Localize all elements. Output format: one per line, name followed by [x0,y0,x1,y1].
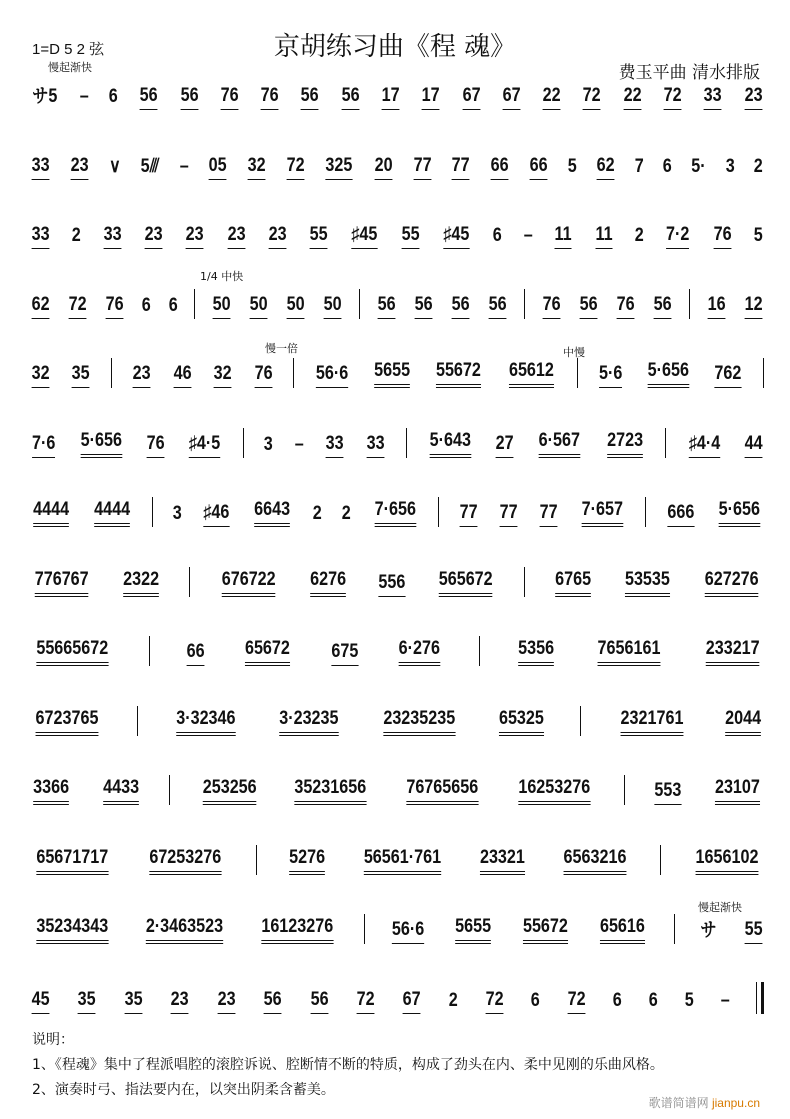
note-group: 5 [684,989,694,1011]
barline [674,914,675,944]
note-group: 23 [268,224,286,249]
note-group: 53535 [625,569,670,597]
note-group: 6765 [555,569,591,597]
note-group: 56 [301,85,319,110]
note-group: 4444 [33,499,69,527]
note-group: 3·32346 [176,708,235,736]
note-group: 7·656 [374,499,415,527]
barline [364,914,365,944]
note-group: 3366 [33,777,69,805]
barline [189,567,190,597]
note-group: 55665672 [36,638,108,666]
note-group: 35234343 [36,916,108,944]
notes-line: 2、演奏时弓、指法要内在，以突出阴柔含蓄美。 [32,1082,335,1098]
barline [665,428,666,458]
note-group: 33 [32,155,50,180]
note-group: 65325 [498,708,543,736]
score-line [30,219,764,249]
note-group: – [179,155,189,177]
note-group: 5 [753,225,763,246]
note-group: 6 [649,989,659,1011]
note-group: 6643 [254,499,290,527]
note-group: 72 [583,85,601,110]
note-group: 35 [124,989,142,1014]
barline [111,358,112,388]
composer-credit: 费玉平曲 清水排版 [618,63,760,83]
note-group: 23 [744,85,762,110]
note-group: 77 [539,502,557,527]
note-group: 627276 [705,569,759,597]
note-group: 76 [147,433,165,458]
note-group: 2 [448,989,458,1011]
note-group: 2 [634,225,644,246]
note-group: 55672 [523,916,568,944]
watermark-domain: jianpu.cn [711,1096,760,1110]
note-group: ♯46 [204,502,230,527]
barline [243,428,244,458]
note-group: 56 [341,85,359,110]
score-line [30,428,764,458]
note-group: 50 [323,294,341,319]
note-group: 05 [209,155,227,180]
note-group: 76 [616,294,634,319]
note-group: 56 [451,294,469,319]
note-group: 11 [595,224,612,249]
tempo-annotation: 慢起渐快 [48,61,92,74]
note-group: 7656161 [597,638,660,666]
note-group: 72 [485,989,503,1014]
note-group: 2 [312,503,322,524]
note-group: 65671717 [36,847,108,875]
score-line [30,567,764,597]
note-group: 66 [187,641,205,666]
score-line [30,358,764,388]
note-group: 5·656 [648,360,689,388]
note-group: 56·6 [392,919,424,944]
note-group: 50 [286,294,304,319]
note-group: 16123276 [261,916,333,944]
barline [580,706,581,736]
note-group: 76765656 [406,777,478,805]
tempo-annotation: 中慢 [563,346,585,359]
note-group: 5655 [455,916,491,944]
note-group: 2 [754,155,764,177]
note-group: 72 [286,155,304,180]
note-group: 35 [72,363,90,388]
note-group: 50 [212,294,230,319]
barline [256,845,257,875]
note-group: 67 [502,85,520,110]
note-group: 35231656 [295,777,367,805]
note-group: 4444 [94,499,130,527]
score-line [30,775,764,805]
score-line [30,636,764,666]
note-group: – [79,86,89,107]
key-signature: 1=D 5 2 弦 [32,41,105,58]
note-group: 6563216 [563,847,626,875]
score-line [30,706,764,736]
note-group: 33 [103,224,121,249]
note-group: 56·6 [316,363,348,388]
note-group: 76 [542,294,560,319]
note-group: 56 [180,85,198,110]
note-group: 2044 [725,708,761,736]
notes-heading: 说明： [32,1032,74,1048]
barline [577,358,578,388]
tempo-annotation: 1/4 中快 [200,270,244,283]
note-group: 56 [140,85,158,110]
note-group: 32 [214,363,232,388]
note-group: 72 [69,294,87,319]
note-group: 556 [378,572,405,597]
note-group: 5·6 [599,363,622,388]
note-group: 3 [172,503,182,524]
note-group: 6 [663,155,673,177]
note-group: 23 [186,224,204,249]
page-title: 京胡练习曲《程 魂》 [273,32,517,62]
note-group: 33 [704,85,722,110]
note-group: 5⫻ [140,155,160,177]
score-line [30,80,764,110]
note-group: 7 [634,155,644,177]
note-group: 76 [714,224,732,249]
note-group: 23 [133,363,151,388]
note-group: 253256 [202,777,256,805]
note-group: 1656102 [695,847,758,875]
score-line [30,150,764,180]
note-group: 6276 [310,569,346,597]
note-group: ∨ [108,155,121,177]
note-group: 2322 [123,569,159,597]
note-group: 77 [459,502,477,527]
note-group: 2 [72,225,82,246]
barline [406,428,407,458]
note-group: 5·656 [719,499,760,527]
note-group: 23321 [480,847,525,875]
note-group: 23107 [715,777,760,805]
note-group: 5· [691,155,707,177]
note-group: 77 [499,502,517,527]
note-group: 33 [32,224,50,249]
score-line [30,914,764,944]
barline [624,775,625,805]
barline [149,636,150,666]
note-group: 5·656 [81,430,122,458]
note-group: 776767 [35,569,89,597]
note-group: 5 [567,155,577,177]
note-group: 676722 [222,569,276,597]
note-group: 6723765 [36,708,99,736]
barline [689,289,690,319]
note-group: 16 [707,294,725,319]
note-group: 66 [530,155,548,180]
note-group: 17 [382,85,400,110]
barline [194,289,195,319]
note-group: 45 [32,989,50,1014]
note-group: 55 [402,224,420,249]
note-group: 72 [664,85,682,110]
note-group: 65672 [245,638,290,666]
note-group: 6·276 [399,638,440,666]
note-group: 56 [310,989,328,1014]
note-group: 2 [342,503,352,524]
note-group: 65612 [509,360,554,388]
watermark [649,1094,760,1111]
note-group: 33 [326,433,344,458]
note-group: 11 [555,224,572,249]
note-group: 56 [579,294,597,319]
score-line [30,845,764,875]
note-group: 675 [331,641,358,666]
score-line [30,497,764,527]
note-group: 23 [145,224,163,249]
note-group: 62 [32,294,50,319]
note-group: 565672 [439,569,493,597]
note-group: 762 [714,363,741,388]
note-group: 67253276 [149,847,221,875]
barline [359,289,360,319]
note-group: 23 [217,989,235,1014]
note-group: 50 [249,294,267,319]
note-group: 6 [168,294,178,316]
notes [32,1028,664,1103]
note-group: 6·567 [539,430,580,458]
note-group: 22 [623,85,641,110]
note-group: 16253276 [518,777,590,805]
note-group: 76 [106,294,124,319]
note-group: 5276 [289,847,325,875]
note-group: 56 [377,294,395,319]
note-group: 325 [326,155,353,180]
note-group: 3·23235 [279,708,338,736]
note-group: 666 [667,502,694,527]
note-group: 33 [366,433,384,458]
note-group: 72 [357,989,375,1014]
note-group: 5·643 [430,430,471,458]
note-group: 72 [568,989,586,1014]
note-group: サ [700,920,717,941]
note-group: 2723 [607,430,643,458]
barline [137,706,138,736]
note-group: 233217 [705,638,759,666]
note-group: 12 [744,294,762,319]
note-group: 55672 [436,360,481,388]
note-group: ♯45 [444,224,470,249]
barline [645,497,646,527]
note-group: 6 [141,294,151,316]
note-group: 4433 [103,777,139,805]
note-group: 2321761 [620,708,683,736]
barline [524,289,525,319]
barline [169,775,170,805]
note-group: 27 [496,433,514,458]
barline [763,358,764,388]
note-group: 23 [171,989,189,1014]
note-group: 6 [492,225,502,246]
note-group: 553 [654,780,681,805]
note-group: 44 [744,433,762,458]
final-barline [756,982,764,1014]
barline [438,497,439,527]
note-group: 23 [227,224,245,249]
note-group: 77 [452,155,470,180]
note-group: 32 [247,155,265,180]
note-group: 65616 [600,916,645,944]
note-group: 32 [32,363,50,388]
note-group: 6 [613,989,623,1011]
barline [152,497,153,527]
notes-line: 1、《程魂》集中了程派唱腔的滚腔诉说、腔断情不断的特质，构成了劲头在内、柔中见刚的乐曲风格。 [32,1057,664,1073]
note-group: 7·6 [32,433,55,458]
score-line [30,289,764,319]
note-group: ♯4·5 [189,433,220,458]
note-group: – [523,225,533,246]
note-group: 56 [414,294,432,319]
note-group: 7·657 [581,499,622,527]
note-group: 3 [264,433,274,455]
note-group: 2·3463523 [146,916,223,944]
note-group: 55 [310,224,328,249]
tempo-annotation: 慢起渐快 [698,901,742,914]
note-group: 5655 [374,360,410,388]
note-group: 67 [403,989,421,1014]
note-group: 35 [78,989,96,1014]
note-group: 23235235 [383,708,455,736]
note-group: 56 [488,294,506,319]
note-group: – [294,433,304,455]
note-group: 46 [173,363,191,388]
watermark-site: 歌谱简谱网 [648,1096,709,1110]
note-group: 77 [413,155,431,180]
barline [293,358,294,388]
barline [524,567,525,597]
note-group: ♯4·4 [689,433,720,458]
note-group: 55 [744,919,762,944]
note-group: 6 [530,989,540,1011]
note-group: 5356 [518,638,554,666]
note-group: 23 [70,155,88,180]
note-group: 3 [725,155,735,177]
note-group: – [720,989,730,1011]
note-group: 62 [597,155,615,180]
note-group: 67 [462,85,480,110]
note-group: 20 [374,155,392,180]
note-group: 66 [491,155,509,180]
tempo-annotation: 慢一倍 [265,342,298,355]
note-group: 17 [422,85,440,110]
note-group: サ5 [32,86,58,107]
note-group: 22 [543,85,561,110]
note-group: 76 [220,85,238,110]
barline [660,845,661,875]
note-group: 7·2 [666,224,689,249]
note-group: 76 [261,85,279,110]
note-group: 6 [109,86,119,107]
note-group: 56 [264,989,282,1014]
note-group: 56 [653,294,671,319]
note-group: ♯45 [352,224,378,249]
score-line [30,984,764,1014]
barline [479,636,480,666]
note-group: 76 [254,363,272,388]
note-group: 56561·761 [364,847,441,875]
